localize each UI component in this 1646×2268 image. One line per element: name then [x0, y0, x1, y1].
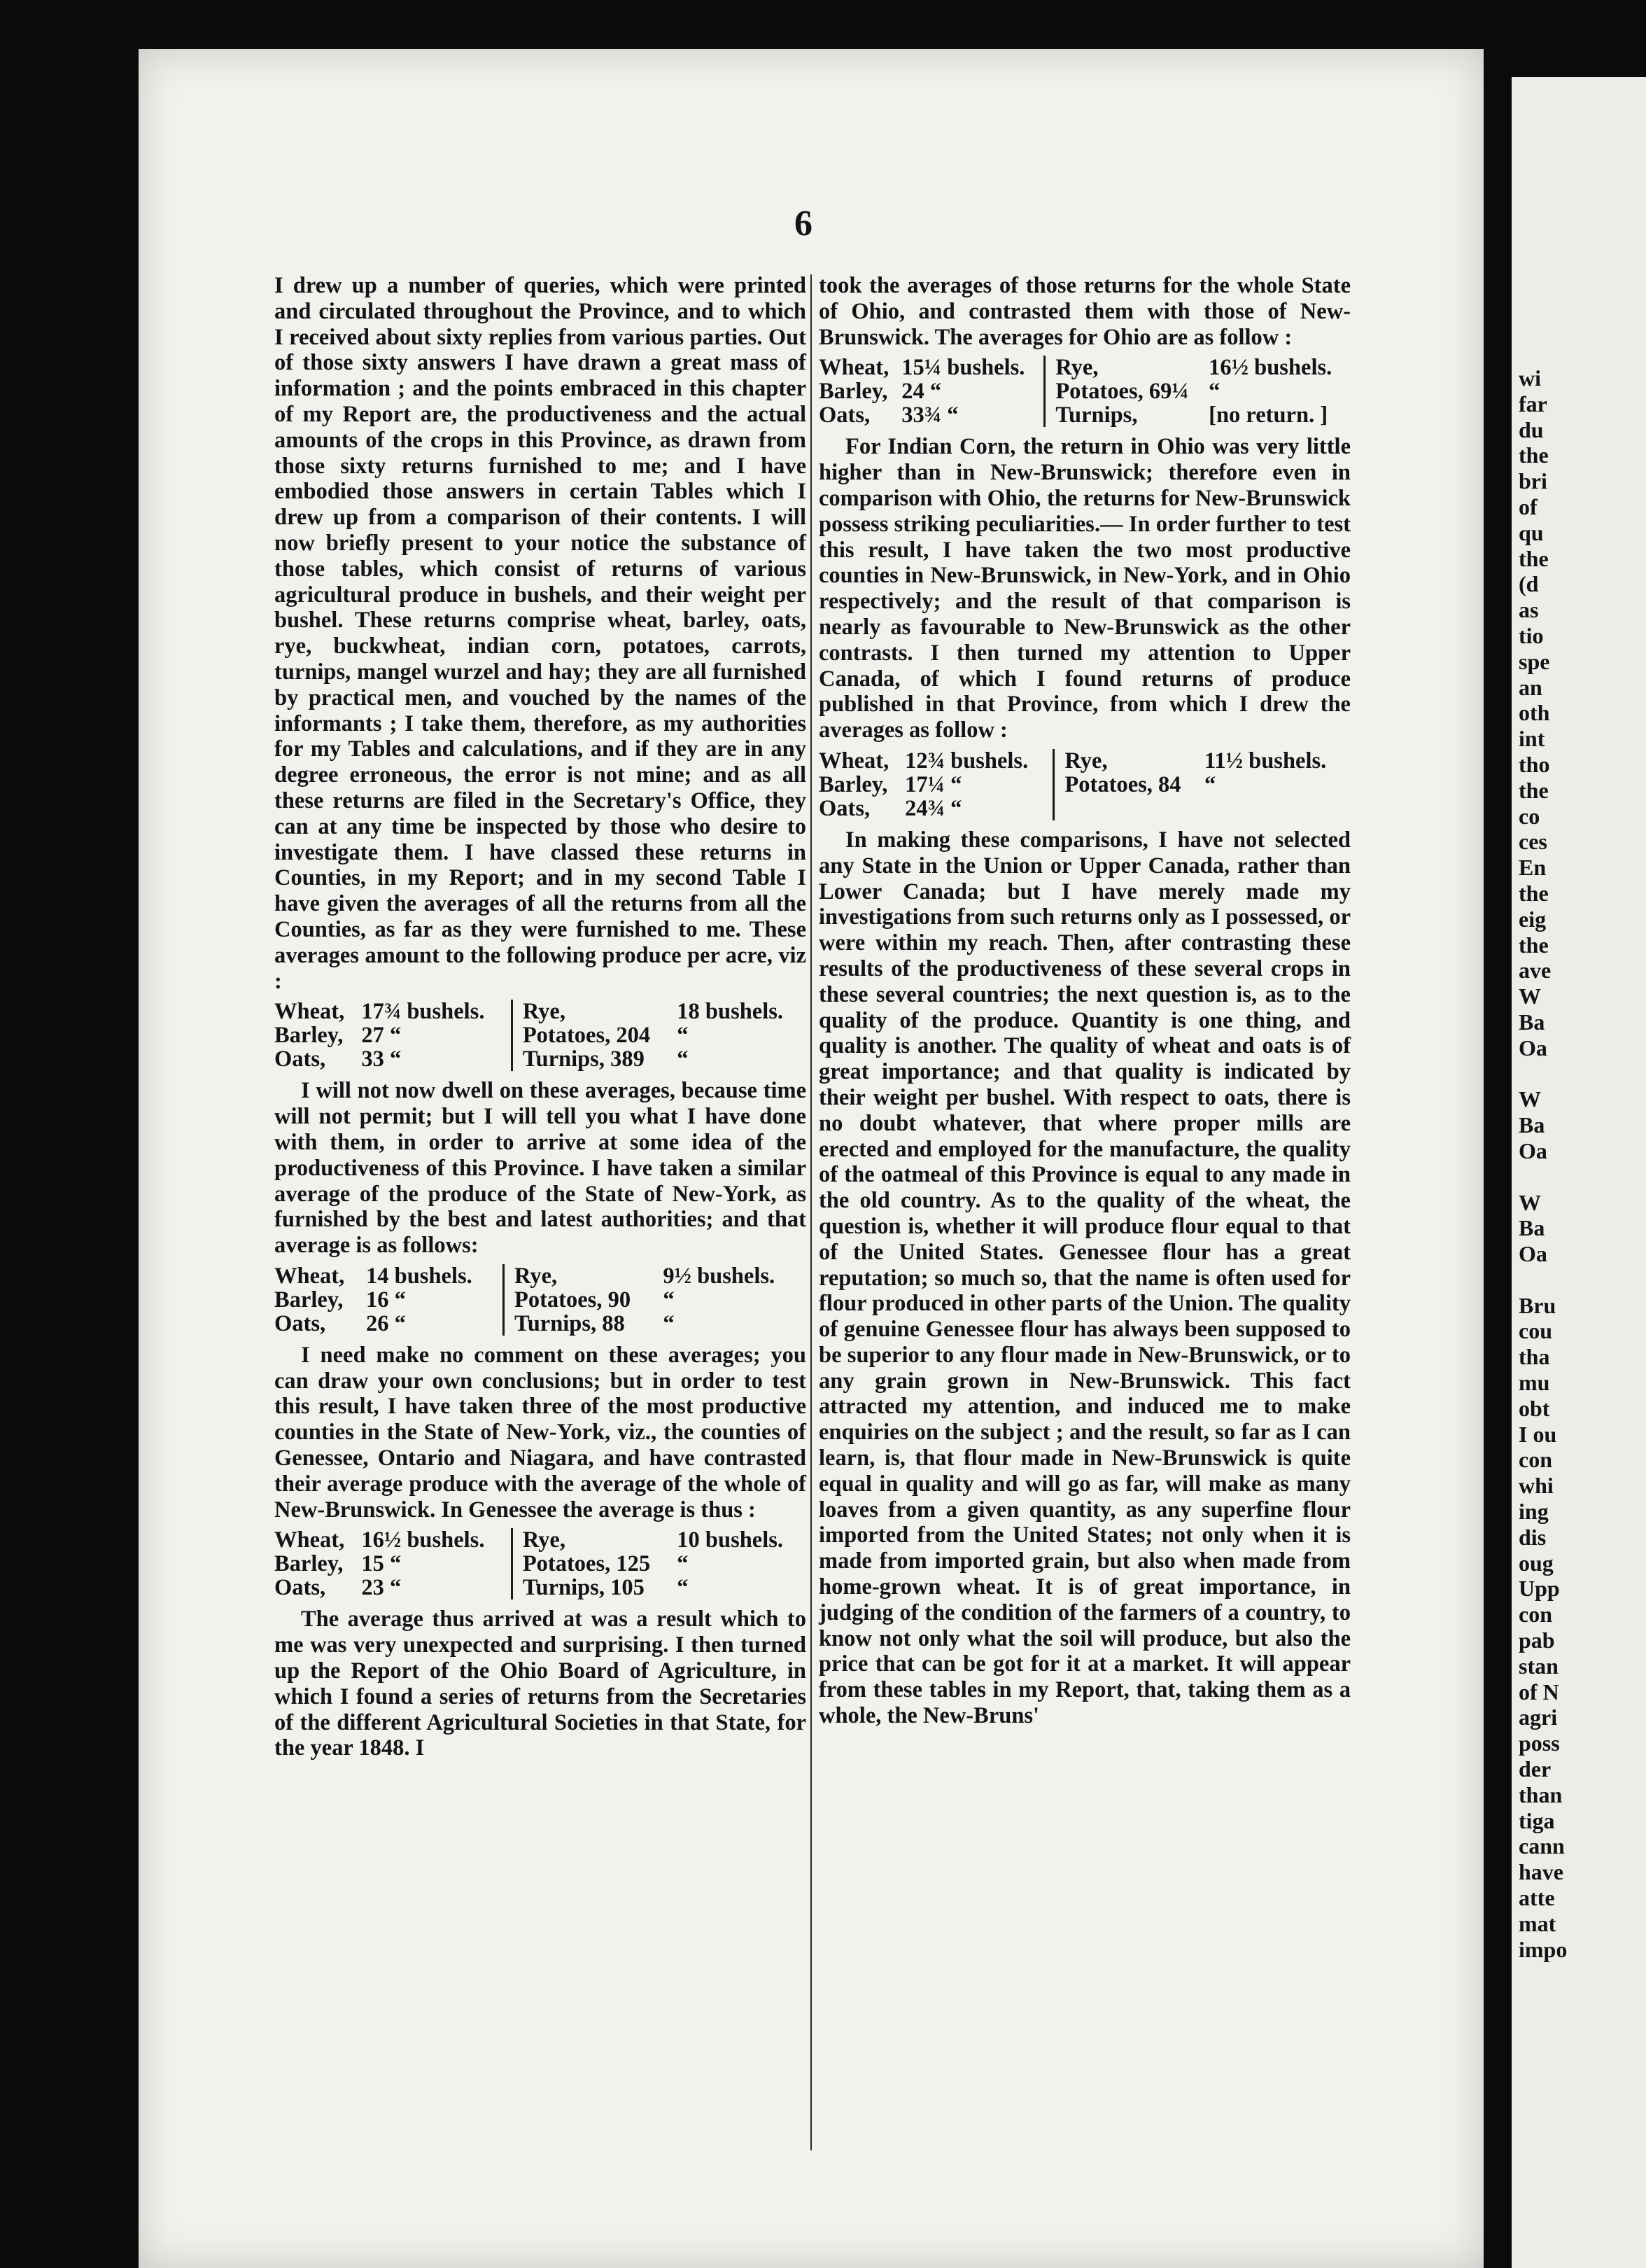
table-cell: Barley, — [274, 1023, 344, 1049]
facing-page-fragment: W — [1519, 1086, 1541, 1112]
table-cell: Wheat, — [819, 355, 889, 381]
average-row — [274, 1552, 806, 1576]
table-cell: “ — [1204, 771, 1216, 797]
facing-page-fragment: der — [1519, 1756, 1552, 1782]
table-cell: 33¾ “ — [901, 402, 959, 428]
facing-page-fragment: Ba — [1519, 1215, 1545, 1241]
left-paragraph-4: The average thus arrived at was a result which to me was very unexpected and surprising. I then turned up the Report of the Ohio Board of Agriculture, in which I found a series of returns from the Secretaries of the different Agricultural Societies in that State, for the year 1848. I — [274, 1606, 806, 1761]
facing-page-fragment: mat — [1519, 1910, 1556, 1936]
left-column — [274, 273, 806, 1761]
table-cell: Rye, — [522, 1527, 565, 1553]
facing-page-fragment: oth — [1519, 700, 1550, 726]
table-cell: Rye, — [1064, 748, 1108, 774]
table-cell: “ — [663, 1287, 675, 1312]
average-row — [819, 403, 1351, 427]
facing-page-fragment: far — [1519, 391, 1547, 416]
table-cell: 27 “ — [361, 1023, 402, 1049]
facing-page-fragment: W — [1519, 983, 1541, 1009]
facing-page-fragment: than — [1519, 1782, 1563, 1807]
table-separator — [1045, 379, 1056, 403]
facing-page-fragment: atte — [1519, 1885, 1555, 1911]
facing-page-fragment: mu — [1519, 1370, 1550, 1396]
facing-page-fragment: dis — [1519, 1524, 1547, 1550]
facing-page-fragment: cann — [1519, 1833, 1565, 1859]
average-row — [819, 379, 1351, 403]
table-separator — [1054, 797, 1065, 820]
average-row — [274, 1047, 806, 1071]
left-average-table-province — [274, 1000, 806, 1071]
left-paragraph-1: I drew up a number of queries, which were printed and circulated throughout the Province, and to which I received about sixty replies from various parties. Out of those sixty answers I have drawn a great mass of information ; and the points embraced in this chapter of my Report are, the productiveness and the actual amounts of the crops in this Province, as drawn from those sixty returns furnished to me; and I have embodied those answers in certain Tables which I drew up from a comparison of their contents. I will now briefly present to your notice the substance of those tables, which consist of returns of various agricultural produce in bushels, and their weight per bushel. These returns comprise wheat, barley, oats, rye, buckwheat, indian corn, potatoes, carrots, turnips, mangel wurzel and hay; they are all furnished by practical men, and vouched by the names of the informants ; I take them, therefore, as my authorities for my Tables and calculations, and if they are in any degree erroneous, the error is not mine; and as all these returns are filed in the Secretary's Office, they can at any time be inspected by those who desire to investigate them. I have classed these returns in Counties, in my Report; and in my second Table I have given the averages of all the returns from all the Counties, as far as they were furnished to me. These averages amount to the following produce per acre, viz : — [274, 273, 806, 994]
facing-page-fragment: Ba — [1519, 1112, 1545, 1138]
average-row — [274, 1000, 806, 1023]
facing-page-fragment: have — [1519, 1859, 1563, 1885]
left-paragraph-3: I need make no comment on these averages; you can draw your own conclusions; but in order to test this result, I have taken three of the most productive counties in the State of New-York, viz., the counties of Genessee, Ontario and Niagara, and have contrasted their average produce with the average of the whole of New-Brunswick. In Genessee the average is thus : — [274, 1342, 806, 1522]
table-separator — [512, 1000, 523, 1023]
facing-page-fragment: pab — [1519, 1628, 1555, 1653]
table-separator — [512, 1576, 523, 1600]
right-average-table-upper-canada — [819, 749, 1351, 820]
average-row — [274, 1312, 806, 1336]
facing-page-text-fragments — [1512, 365, 1567, 1962]
table-separator — [1054, 773, 1065, 797]
column-divider — [810, 274, 812, 2150]
table-cell: [no return. ] — [1209, 402, 1328, 428]
facing-page-fragment: of — [1519, 493, 1538, 519]
facing-page-fragment: an — [1519, 674, 1542, 700]
facing-page-fragment: cou — [1519, 1318, 1552, 1344]
facing-page-fragment: Oa — [1519, 1138, 1547, 1163]
table-cell — [1204, 797, 1351, 820]
table-cell: Turnips, 88 — [514, 1310, 625, 1336]
facing-page-fragment: ces — [1519, 829, 1547, 855]
facing-page-fragment: En — [1519, 855, 1547, 881]
table-cell: Barley, — [274, 1551, 344, 1577]
table-separator — [1054, 749, 1065, 773]
table-cell: 24 “ — [901, 379, 942, 405]
table-cell: Potatoes, 125 — [522, 1551, 651, 1577]
page-number: 6 — [794, 204, 813, 244]
facing-page-fragment: the — [1519, 880, 1549, 906]
facing-page-fragment — [1512, 1267, 1567, 1293]
table-cell: 24¾ “ — [905, 795, 962, 821]
facing-page-fragment: agri — [1519, 1704, 1558, 1730]
facing-page-fragment: spe — [1519, 648, 1550, 674]
table-cell: 16½ bushels. — [361, 1527, 485, 1553]
average-row — [819, 356, 1351, 379]
table-cell: 15 “ — [361, 1551, 402, 1577]
table-cell: 16½ bushels. — [1209, 355, 1332, 381]
table-cell: Oats, — [274, 1046, 326, 1072]
average-row — [819, 749, 1351, 773]
facing-page-fragment: the — [1519, 545, 1549, 571]
facing-page-fragment: whi — [1519, 1473, 1554, 1499]
facing-page-fragment: the — [1519, 932, 1549, 958]
average-row — [274, 1288, 806, 1312]
facing-page-fragment: tho — [1519, 751, 1550, 777]
left-average-table-genessee — [274, 1528, 806, 1600]
facing-page-fragment: ing — [1519, 1499, 1549, 1525]
table-cell: Barley, — [819, 379, 888, 405]
table-cell — [1064, 797, 1204, 820]
right-average-table-ohio — [819, 356, 1351, 427]
facing-page-fragment: tio — [1519, 622, 1544, 648]
table-cell: Wheat, — [819, 748, 889, 774]
facing-page-fragment: wi — [1519, 365, 1541, 391]
table-separator — [512, 1023, 523, 1047]
table-cell: Potatoes, 84 — [1064, 771, 1181, 797]
table-cell: Rye, — [514, 1263, 558, 1289]
table-cell: Barley, — [819, 771, 888, 797]
table-cell: Wheat, — [274, 999, 345, 1025]
facing-page-fragment: the — [1519, 442, 1549, 468]
table-cell: 15¼ bushels. — [901, 355, 1025, 381]
facing-page-fragment: of N — [1519, 1679, 1559, 1704]
facing-page-fragment: poss — [1519, 1730, 1560, 1756]
facing-page-fragment — [1512, 1061, 1567, 1087]
table-cell: Oats, — [274, 1575, 326, 1601]
facing-page-fragment: stan — [1519, 1653, 1559, 1679]
facing-page-fragment: impo — [1519, 1936, 1568, 1962]
table-cell: “ — [677, 1046, 689, 1072]
table-cell: Rye, — [522, 999, 565, 1025]
table-cell: 23 “ — [361, 1575, 402, 1601]
table-cell: Wheat, — [274, 1527, 345, 1553]
facing-page-fragment: ave — [1519, 958, 1552, 983]
table-separator — [1045, 403, 1056, 427]
table-cell: Turnips, 389 — [522, 1046, 645, 1072]
table-cell: Potatoes, 69¼ — [1055, 379, 1189, 405]
facing-page-fragment: bri — [1519, 468, 1547, 494]
table-separator — [504, 1312, 515, 1336]
right-paragraph-1: took the averages of those returns for the whole State of Ohio, and contrasted them with those of New-Brunswick. The averages for Ohio are as follow : — [819, 273, 1351, 350]
table-cell: 11½ bushels. — [1204, 748, 1327, 774]
left-average-table-new-york — [274, 1264, 806, 1336]
table-cell: “ — [1209, 379, 1221, 405]
table-separator — [512, 1047, 523, 1071]
facing-page-fragment: Upp — [1519, 1576, 1560, 1602]
average-row — [819, 797, 1351, 820]
facing-page-fragment: W — [1519, 1189, 1541, 1215]
facing-page-edge — [1512, 77, 1646, 2268]
table-cell: 14 bushels. — [366, 1263, 472, 1289]
facing-page-fragment: (d — [1519, 571, 1539, 597]
right-column — [819, 273, 1351, 1729]
facing-page-fragment: the — [1519, 777, 1549, 803]
table-cell: “ — [663, 1310, 675, 1336]
table-cell: Rye, — [1055, 355, 1099, 381]
table-separator — [1045, 356, 1056, 379]
average-row — [274, 1528, 806, 1552]
facing-page-fragment: qu — [1519, 519, 1544, 545]
table-cell: Wheat, — [274, 1263, 345, 1289]
facing-page-fragment: Ba — [1519, 1009, 1545, 1035]
table-cell: 17¼ “ — [905, 771, 962, 797]
table-cell: Oats, — [274, 1310, 326, 1336]
table-cell: 12¾ bushels. — [905, 748, 1029, 774]
facing-page-fragment: I ou — [1519, 1421, 1557, 1447]
facing-page-fragment: co — [1519, 803, 1540, 829]
facing-page-fragment: Bru — [1519, 1292, 1556, 1318]
table-cell: Potatoes, 90 — [514, 1287, 631, 1312]
table-cell: Potatoes, 204 — [522, 1023, 651, 1049]
facing-page-fragment: oug — [1519, 1550, 1554, 1576]
facing-page-fragment — [1512, 1164, 1567, 1190]
table-separator — [512, 1552, 523, 1576]
facing-page-fragment: Oa — [1519, 1035, 1547, 1060]
right-paragraph-3: In making these comparisons, I have not selected any State in the Union or Upper Canada, rather than Lower Canada; but I have merely made my investigations from such returns only as I possessed, or were within my reach. Then, after contrasting these results of the productiveness of these several crops in these several countries; the next question is, as to the quality of the produce. Quantity is one thing, and quality is another. The quality of wheat and oats is of great importance; and that quality is indicated by their weight per bushel. With respect to oats, there is no doubt whatever, that where proper mills are erected and employed for the manufacture, the quality of the oatmeal of this Province is equal to any made in the old country. As to the quality of the wheat, the question is, whether it will produce flour equal to that of the United States. Genessee flour has a great reputation; so much so, that the name is often used for flour produced in other parts of the Union. The quality of genuine Genessee flour has always been supposed to be superior to any flour made in New-Brunswick, or to any grain grown in New-Brunswick. This fact attracted my attention, and induced me to make enquiries on the subject ; and the result, so far as I can learn, is, that flour made in New-Brunswick is quite equal in quality and will go as far, will make as many loaves from a given quantity, as any superfine flour imported from the United States; not only when it is made from imported grain, but also when made from home-grown wheat. It is of great importance, in judging of the condition of the farmers of a country, to know not only what the soil will produce, but also the price that can be got for it at a market. It will appear from these tables in my Report, that, taking them as a whole, the New-Bruns' — [819, 827, 1351, 1729]
table-cell: 18 bushels. — [677, 999, 784, 1025]
average-row — [274, 1023, 806, 1047]
table-cell: “ — [677, 1023, 689, 1049]
average-row — [274, 1576, 806, 1600]
table-cell: Turnips, 105 — [522, 1575, 645, 1601]
average-row — [819, 773, 1351, 797]
table-separator — [504, 1288, 515, 1312]
right-paragraph-2: For Indian Corn, the return in Ohio was very little higher than in New-Brunswick; therefore even in comparison with Ohio, the returns for New-Brunswick possess striking peculiarities.— In order further to test this result, I have taken the two most productive counties in New-Brunswick, in New-York, and in Ohio respectively; and the result of that comparison is nearly as favourable to New-Brunswick as the other contrasts. I then turned my attention to Upper Canada, of which I found returns of produce published in that Province, from which I drew the averages as follow : — [819, 434, 1351, 743]
table-cell: 17¾ bushels. — [361, 999, 485, 1025]
facing-page-fragment: tha — [1519, 1344, 1550, 1370]
table-cell: “ — [677, 1575, 689, 1601]
table-cell: 16 “ — [366, 1287, 406, 1312]
facing-page-fragment: obt — [1519, 1395, 1550, 1421]
facing-page-fragment: int — [1519, 726, 1545, 752]
table-cell: Turnips, — [1055, 402, 1138, 428]
table-cell: 10 bushels. — [677, 1527, 784, 1553]
table-cell: 33 “ — [361, 1046, 402, 1072]
facing-page-fragment: con — [1519, 1447, 1552, 1473]
table-cell: 26 “ — [366, 1310, 406, 1336]
facing-page-fragment: eig — [1519, 906, 1547, 932]
table-cell: Oats, — [819, 795, 871, 821]
facing-page-fragment: as — [1519, 597, 1539, 623]
facing-page-fragment: con — [1519, 1602, 1552, 1628]
table-cell: Barley, — [274, 1287, 344, 1312]
left-paragraph-2: I will not now dwell on these averages, because time will not permit; but I will tell you what I have done with them, in order to arrive at some idea of the productiveness of this Province. I have taken a similar average of the produce of the State of New-York, as furnished by the best and latest authorities; and that average is as follows: — [274, 1078, 806, 1259]
table-cell: Oats, — [819, 402, 871, 428]
table-cell: “ — [677, 1551, 689, 1577]
average-row — [274, 1264, 806, 1288]
facing-page-fragment: Oa — [1519, 1241, 1547, 1267]
table-separator — [504, 1264, 515, 1288]
table-separator — [512, 1528, 523, 1552]
facing-page-fragment: tiga — [1519, 1807, 1555, 1833]
table-cell: 9½ bushels. — [663, 1263, 775, 1289]
facing-page-fragment: du — [1519, 416, 1544, 442]
